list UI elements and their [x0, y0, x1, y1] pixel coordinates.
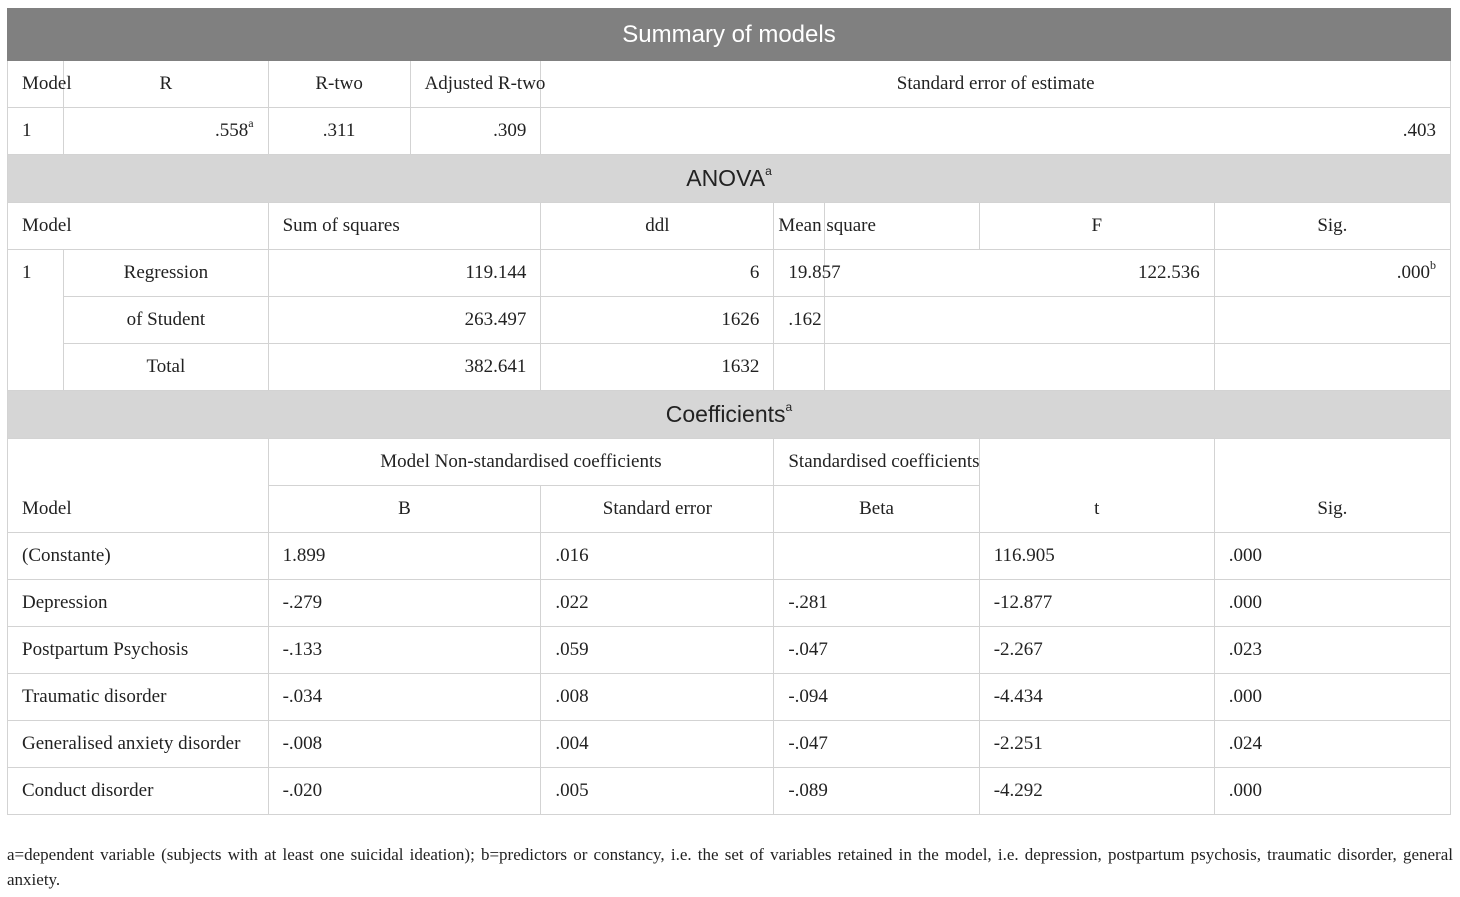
anova-f-value: [825, 344, 1214, 391]
summary-header-model: Model: [8, 61, 64, 108]
footnote-marker: a: [248, 115, 254, 130]
summary-header-r-two: R-two: [268, 61, 410, 108]
coefficient-sig: .000: [1214, 674, 1450, 721]
anova-sig-value: [1214, 297, 1450, 344]
anova-header-sum-squares: Sum of squares: [268, 203, 541, 250]
coefficient-sig: .023: [1214, 627, 1450, 674]
coefficients-row: [8, 533, 1451, 580]
coefficient-sig: .024: [1214, 721, 1450, 768]
anova-header-f2: F: [979, 203, 1214, 250]
coefficient-beta: -.047: [774, 627, 979, 674]
anova-sum-squares-value: 263.497: [268, 297, 541, 344]
coefficients-header-t: t: [979, 439, 1214, 533]
anova-f-value: 122.536: [825, 250, 1214, 297]
anova-row-label: Regression: [64, 250, 268, 297]
coefficient-label: Traumatic disorder: [8, 674, 269, 721]
summary-header-row: [8, 61, 1451, 108]
anova-row-student: [8, 297, 1451, 344]
coefficient-label: Postpartum Psychosis: [8, 627, 269, 674]
coefficient-t: -12.877: [979, 580, 1214, 627]
coefficient-label: Depression: [8, 580, 269, 627]
coefficients-row: [8, 580, 1451, 627]
anova-section-header: [8, 155, 1451, 203]
anova-ddl-value: 6: [541, 250, 774, 297]
summary-header-adjusted-r-two: Adjusted R-two: [410, 61, 541, 108]
coefficients-header-std-error: Standard error: [541, 486, 774, 533]
anova-sum-squares-value: 382.641: [268, 344, 541, 391]
footnote-marker: b: [1430, 257, 1436, 272]
coefficients-header-beta: Beta: [774, 486, 979, 533]
coefficient-beta: -.089: [774, 768, 979, 815]
summary-r-two-value: .311: [268, 108, 410, 155]
coefficients-header-standardised: Standardised coefficients: [774, 439, 979, 486]
anova-title: ANOVA$^a$: [8, 155, 1451, 203]
coefficient-t: -4.292: [979, 768, 1214, 815]
coefficient-sig: .000: [1214, 768, 1450, 815]
coefficient-b: -.133: [268, 627, 541, 674]
summary-data-row: [8, 108, 1451, 155]
anova-header-model: Model: [8, 203, 269, 250]
statistics-table: [7, 8, 1451, 815]
anova-header-sig: Sig.: [1214, 203, 1450, 250]
summary-model-value: 1: [8, 108, 64, 155]
anova-sum-squares-value: 119.144: [268, 250, 541, 297]
coefficient-sig: .000: [1214, 533, 1450, 580]
coefficients-row: [8, 674, 1451, 721]
coefficient-std-error: .005: [541, 768, 774, 815]
footnote-marker: a: [785, 400, 793, 415]
coefficient-std-error: .059: [541, 627, 774, 674]
anova-row-total: [8, 344, 1451, 391]
anova-header-mean-square: Mean square: [774, 203, 825, 250]
coefficient-sig: .000: [1214, 580, 1450, 627]
anova-mean-square-value: 19.857: [774, 250, 825, 297]
coefficient-label: Conduct disorder: [8, 768, 269, 815]
coefficients-header-sig: Sig.: [1214, 439, 1450, 533]
summary-std-error-value: .403: [541, 108, 1451, 155]
coefficients-row: [8, 721, 1451, 768]
anova-header-row: [8, 203, 1451, 250]
summary-adjusted-r-two-value: .309: [410, 108, 541, 155]
coefficient-label: (Constante): [8, 533, 269, 580]
coefficient-t: -2.267: [979, 627, 1214, 674]
coefficient-std-error: .016: [541, 533, 774, 580]
coefficient-beta: [774, 533, 979, 580]
coefficient-b: -.034: [268, 674, 541, 721]
coefficient-beta: -.281: [774, 580, 979, 627]
anova-ddl-value: 1626: [541, 297, 774, 344]
coefficient-b: 1.899: [268, 533, 541, 580]
anova-row-label: of Student: [64, 297, 268, 344]
coefficients-section-header: [8, 391, 1451, 439]
coefficient-b: -.279: [268, 580, 541, 627]
summary-header-r: R: [64, 61, 268, 108]
summary-section-header: [8, 9, 1451, 61]
coefficient-label: Generalised anxiety disorder: [8, 721, 269, 768]
coefficient-t: -4.434: [979, 674, 1214, 721]
anova-row-label: Total: [64, 344, 268, 391]
coefficients-header-row-1: [8, 439, 1451, 486]
anova-f-value: [825, 297, 1214, 344]
footnote-marker: a: [765, 164, 772, 179]
summary-r-value: .558$^a$: [64, 108, 268, 155]
summary-title: Summary of models: [8, 9, 1451, 61]
coefficient-std-error: .022: [541, 580, 774, 627]
anova-sig-value: .000$^b$: [1214, 250, 1450, 297]
coefficients-header-b: B: [268, 486, 541, 533]
coefficients-row: [8, 627, 1451, 674]
coefficients-row: [8, 768, 1451, 815]
coefficient-t: 116.905: [979, 533, 1214, 580]
coefficient-b: -.008: [268, 721, 541, 768]
anova-mean-square-value: [774, 344, 825, 391]
anova-row-regression: [8, 250, 1451, 297]
anova-header-ddl: ddl: [541, 203, 774, 250]
coefficient-std-error: .008: [541, 674, 774, 721]
anova-mean-square-value: .162: [774, 297, 825, 344]
summary-header-std-error: Standard error of estimate: [541, 61, 1451, 108]
coefficients-title: Coefficients$^a$: [8, 391, 1451, 439]
coefficient-beta: -.094: [774, 674, 979, 721]
coefficients-header-non-standardised: Model Non-standardised coefficients: [268, 439, 774, 486]
anova-model-number: 1: [8, 250, 64, 391]
coefficient-t: -2.251: [979, 721, 1214, 768]
coefficient-b: -.020: [268, 768, 541, 815]
coefficient-beta: -.047: [774, 721, 979, 768]
coefficient-std-error: .004: [541, 721, 774, 768]
anova-sig-value: [1214, 344, 1450, 391]
anova-ddl-value: 1632: [541, 344, 774, 391]
coefficients-header-model: Model: [8, 439, 269, 533]
table-footnote: a=dependent variable (subjects with at least one suicidal ideation); b=predictors or constancy, i.e. the set of variables retained in the model, i.e. depression, postpartum psychosis, traumatic disorder, general anxiety.: [7, 845, 1453, 889]
